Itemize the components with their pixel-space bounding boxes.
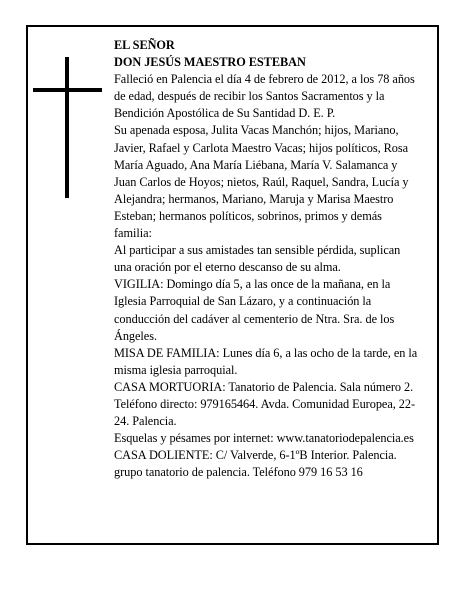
heading-title: EL SEÑOR (114, 38, 175, 52)
cross-icon-crossbar (33, 88, 102, 92)
death-notice-paragraph: Falleció en Palencia el día 4 de febrero de 2012, a los 78 años de edad, después de recibir los Santos Sacramentos y la Bendición Apostólica de Su Santidad D. E. P. (114, 72, 415, 121)
online-condolences-paragraph: Esquelas y pésames por internet: www.tanatoriodepalencia.es (114, 431, 414, 446)
obituary-text (114, 37, 419, 481)
mourning-home-paragraph: CASA DOLIENTE: C/ Valverde, 6-1ºB Interior. Palencia. (114, 448, 397, 463)
vigil-paragraph: VIGILIA: Domingo día 5, a las once de la mañana, en la Iglesia Parroquial de San Lázaro, y a continuación la conducción del cadáver al cementerio de Ntra. Sra. de los Ángeles. (114, 277, 395, 343)
funeral-group-paragraph: grupo tanatorio de palencia. Teléfono 979 16 53 16 (114, 465, 363, 480)
cross-icon (65, 57, 69, 198)
family-paragraph: Su apenada esposa, Julita Vacas Manchón; hijos, Mariano, Javier, Rafael y Carlota Maestro Vacas; hijos políticos, Rosa María Aguado, Ana María Liébana, María V. Salamanca y Juan Carlos de Hoyos; nietos, Raúl, Raquel, Sandra, Lucía y Alejandra; hermanos, Mariano, Maruja y Marisa Maestro Esteban; hermanos políticos, sobrinos, primos y demás familia: (114, 123, 409, 241)
prayer-request-paragraph: Al participar a sus amistades tan sensible pérdida, suplican una oración por el eterno descanso de su alma. (114, 243, 401, 275)
family-mass-paragraph: MISA DE FAMILIA: Lunes día 6, a las ocho de la tarde, en la misma iglesia parroquial. (114, 345, 418, 377)
deceased-name: DON JESÚS MAESTRO ESTEBAN (114, 55, 306, 70)
funeral-home-paragraph: CASA MORTUORIA: Tanatorio de Palencia. Sala número 2. Teléfono directo: 979165464. Avda. Comunidad Europea, 22-24. Palencia. (114, 379, 416, 429)
